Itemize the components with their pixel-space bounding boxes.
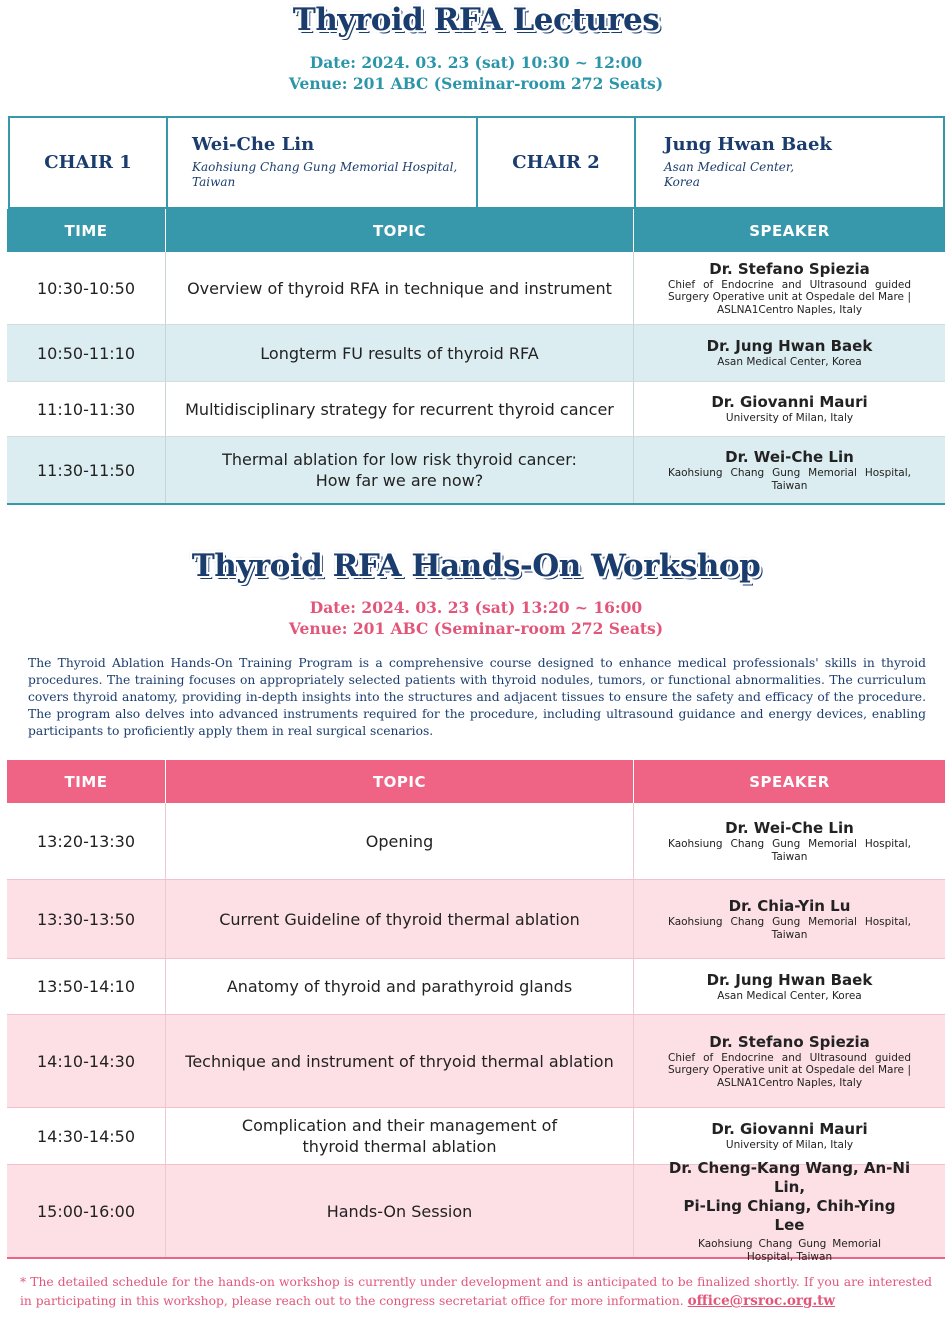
workshop-schedule-table — [7, 760, 945, 1263]
speaker-name: Dr. Stefano Spiezia — [709, 259, 870, 278]
table-row — [7, 880, 945, 959]
speaker-affiliation: Kaohsiung Chang Gung Memorial Hospital, Taiwan — [668, 838, 911, 863]
row-speaker — [634, 437, 945, 503]
email-link[interactable]: office@rsroc.org.tw — [687, 1293, 836, 1309]
chair1-affiliation: Kaohsiung Chang Gung Memorial Hospital, — [192, 160, 458, 174]
chair2-affiliation: Asan Medical Center, — [664, 160, 795, 174]
speaker-name: Dr. Stefano Spiezia — [709, 1032, 870, 1051]
table-row — [7, 1159, 945, 1263]
speaker-affiliation: Kaohsiung Chang Gung Memorial Hospital, Taiwan — [668, 467, 911, 492]
table-row — [7, 1108, 945, 1165]
row-time: 11:30-11:50 — [7, 437, 166, 503]
lectures-date: Date: 2024. 03. 23 (sat) 10:30 ~ 12:00 — [309, 53, 643, 72]
speaker-name: Dr. Jung Hwan Baek — [706, 337, 873, 356]
footnote-text: * The detailed schedule for the hands-on workshop is currently under development and is anticipated to be finalized shortly. If you are interested in participating in this workshop, please reach out to the congress secretariat office for more information. — [20, 1275, 932, 1308]
speaker-affiliation: Kaohsiung Chang Gung Memorial Hospital, Taiwan — [668, 916, 911, 941]
table-row — [7, 437, 945, 503]
row-time: 14:30-14:50 — [7, 1108, 166, 1164]
workshop-title: Thyroid RFA Hands-On Workshop — [191, 548, 761, 584]
row-time: 15:00-16:00 — [7, 1165, 166, 1257]
table-row — [7, 252, 945, 325]
row-time: 14:10-14:30 — [7, 1015, 166, 1107]
speaker-name: Dr. Wei-Che Lin — [725, 819, 854, 837]
lectures-venue: Venue: 201 ABC (Seminar-room 272 Seats) — [288, 74, 664, 93]
row-topic: Overview of thyroid RFA in technique and instrument — [166, 252, 634, 324]
row-topic: Hands-On Session — [166, 1165, 634, 1257]
chair-box — [8, 116, 945, 209]
chair1-country: Taiwan — [192, 175, 236, 189]
row-topic: Opening — [166, 803, 634, 879]
header-topic: TOPIC — [166, 209, 634, 252]
lectures-table-header — [7, 209, 945, 252]
row-time: 11:10-11:30 — [7, 382, 166, 436]
speaker-affiliation: Kaohsiung Chang Gung Memorial Hospital, Taiwan — [698, 1238, 881, 1263]
row-topic: Technique and instrument of thryoid thermal ablation — [166, 1015, 634, 1107]
row-speaker — [634, 252, 945, 324]
speaker-name: Dr. Chia-Yin Lu — [728, 897, 851, 915]
header-speaker: SPEAKER — [749, 221, 830, 240]
table-row — [7, 325, 945, 382]
header-time: TIME — [7, 760, 166, 803]
row-topic: Complication and their management of thyroid thermal ablation — [166, 1108, 634, 1164]
chair1-name: Wei-Che Lin — [192, 134, 315, 155]
workshop-venue: Venue: 201 ABC (Seminar-room 272 Seats) — [288, 619, 664, 638]
footnote — [20, 1273, 932, 1311]
speaker-name: Dr. Wei-Che Lin — [725, 448, 854, 466]
table-row — [7, 803, 945, 880]
table-row — [7, 1015, 945, 1108]
row-time: 10:50-11:10 — [7, 325, 166, 381]
chair1-label: CHAIR 1 — [10, 118, 168, 207]
speaker-name: Dr. Giovanni Mauri — [711, 1120, 868, 1139]
row-time: 13:20-13:30 — [7, 803, 166, 879]
speaker-name-line2: Pi-Ling Chiang, Chih-Ying Lee — [683, 1197, 896, 1234]
speaker-affiliation: Asan Medical Center, Korea — [717, 989, 862, 1002]
header-speaker: SPEAKER — [749, 772, 830, 791]
chair1-info — [168, 118, 478, 207]
speaker-name: Dr. Jung Hwan Baek — [706, 970, 873, 989]
row-speaker — [634, 325, 945, 381]
row-speaker — [634, 382, 945, 436]
speaker-affiliation: Chief of Endocrine and Ultrasound guided Surgery Operative unit at Ospedale del Mare | ASLNA1Centro Naples, Italy — [668, 278, 911, 316]
table-row — [7, 382, 945, 437]
speaker-affiliation: Asan Medical Center, Korea — [717, 356, 862, 369]
row-speaker — [634, 880, 945, 958]
row-time: 13:50-14:10 — [7, 959, 166, 1014]
chair2-info — [636, 118, 943, 207]
row-topic: Longterm FU results of thyroid RFA — [166, 325, 634, 381]
row-topic: Current Guideline of thyroid thermal ablation — [166, 880, 634, 958]
speaker-affiliation: University of Milan, Italy — [725, 1139, 854, 1152]
header-time: TIME — [7, 209, 166, 252]
speaker-name: Dr. Cheng-Kang Wang, An-Ni Lin, — [668, 1159, 911, 1196]
chair2-country: Korea — [664, 175, 700, 189]
row-speaker — [634, 803, 945, 879]
row-topic: Anatomy of thyroid and parathyroid glands — [166, 959, 634, 1014]
workshop-table-header — [7, 760, 945, 803]
header-topic: TOPIC — [166, 760, 634, 803]
row-topic: Multidisciplinary strategy for recurrent thyroid cancer — [166, 382, 634, 436]
workshop-description: The Thyroid Ablation Hands-On Training Program is a comprehensive course designed to enhance medical professionals' skills in thyroid procedures. The training focuses on appropriately selected patients with thyroid nodules, tumors, or functional abnormalities. The curriculum covers thyroid anatomy, providing in-depth insights into the structures and adjacent tissues to ensure the safety and efficacy of the procedure. The program also delves into advanced instruments required for the procedure, including ultrasound guidance and energy devices, enabling participants to proficiently apply them in real surgical scenarios. — [28, 656, 926, 738]
table-row — [7, 959, 945, 1015]
row-time: 10:30-10:50 — [7, 252, 166, 324]
row-topic: Thermal ablation for low risk thyroid cancer: How far we are now? — [166, 437, 634, 503]
row-speaker — [634, 959, 945, 1014]
speaker-affiliation: Chief of Endocrine and Ultrasound guided Surgery Operative unit at Ospedale del Mare | ASLNA1Centro Naples, Italy — [668, 1051, 911, 1089]
row-time: 13:30-13:50 — [7, 880, 166, 958]
lectures-title: Thyroid RFA Lectures — [292, 2, 660, 38]
speaker-name: Dr. Giovanni Mauri — [711, 393, 868, 412]
row-speaker — [634, 1108, 945, 1164]
lectures-schedule-table — [7, 209, 945, 505]
workshop-date: Date: 2024. 03. 23 (sat) 13:20 ~ 16:00 — [309, 598, 643, 617]
row-speaker — [634, 1159, 945, 1263]
speaker-affiliation: University of Milan, Italy — [725, 412, 854, 425]
row-speaker — [634, 1015, 945, 1107]
chair2-name: Jung Hwan Baek — [664, 134, 832, 155]
chair2-label: CHAIR 2 — [478, 118, 636, 207]
